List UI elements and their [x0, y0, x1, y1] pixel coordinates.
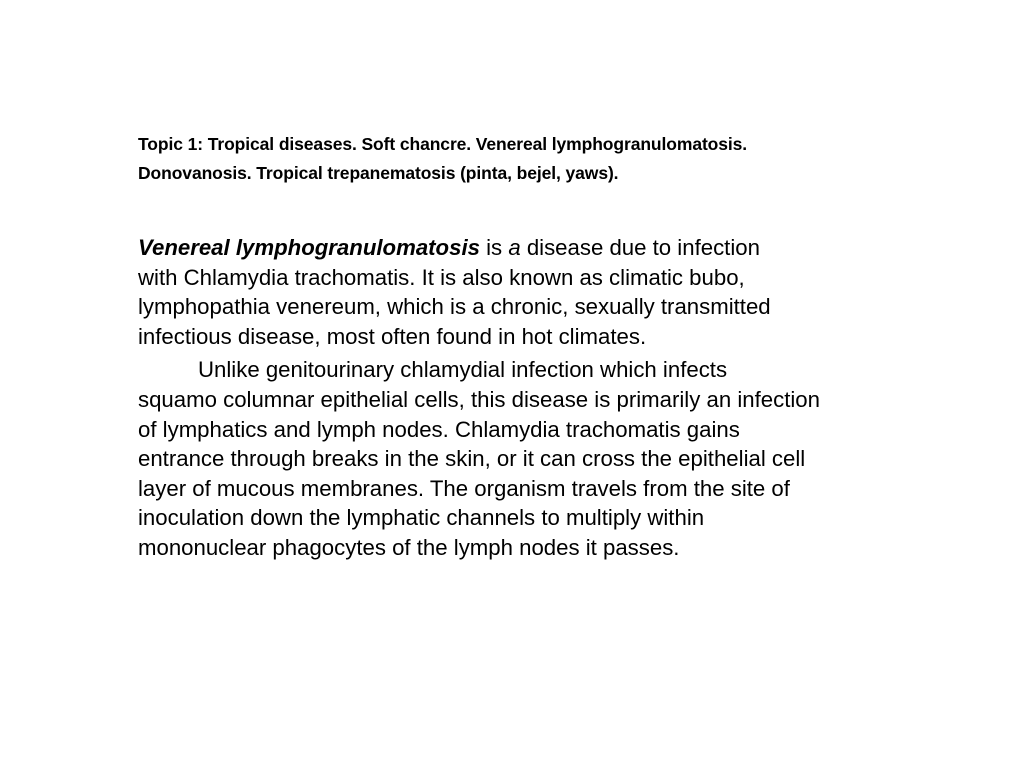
defined-term: Venereal lymphogranulomatosis — [138, 235, 480, 260]
topic-title — [138, 130, 918, 188]
paragraph-1-line-2: with Chlamydia trachomatis. It is also known as climatic bubo, — [138, 264, 745, 290]
paragraph-1-line-4: infectious disease, most often found in hot climates. — [138, 323, 647, 349]
paragraph-1-line-3: lymphopathia venereum, which is a chronic, sexually transmitted — [138, 294, 771, 320]
paragraph-1-line-1-article: a — [508, 235, 521, 260]
paragraph-2-line-7: mononuclear phagocytes of the lymph nodes it passes. — [138, 534, 680, 560]
paragraph-2-line-4: entrance through breaks in the skin, or it can cross the epithelial cell — [138, 446, 806, 472]
paragraph-1-line-1-text-b: disease due to infection — [520, 235, 760, 260]
paragraph-1-line-1 — [138, 233, 968, 263]
body-text — [138, 233, 968, 563]
paragraph-2-line-5: layer of mucous membranes. The organism travels from the site of — [138, 475, 790, 501]
topic-title-line-2: Donovanosis. Tropical trepanematosis (pinta, bejel, yaws). — [138, 163, 619, 183]
paragraph-1-line-1-text-a: is — [479, 235, 509, 260]
topic-title-line-1: Topic 1: Tropical diseases. Soft chancre. Venereal lymphogranulomatosis. — [138, 134, 748, 154]
paragraph-2-line-6: inoculation down the lymphatic channels to multiply within — [138, 505, 705, 531]
paragraph-2-line-2: squamo columnar epithelial cells, this disease is primarily an infection — [138, 386, 820, 412]
paragraph-2-line-3: of lymphatics and lymph nodes. Chlamydia trachomatis gains — [138, 416, 740, 442]
paragraph-2-line-1: Unlike genitourinary chlamydial infection which infects — [198, 357, 728, 383]
